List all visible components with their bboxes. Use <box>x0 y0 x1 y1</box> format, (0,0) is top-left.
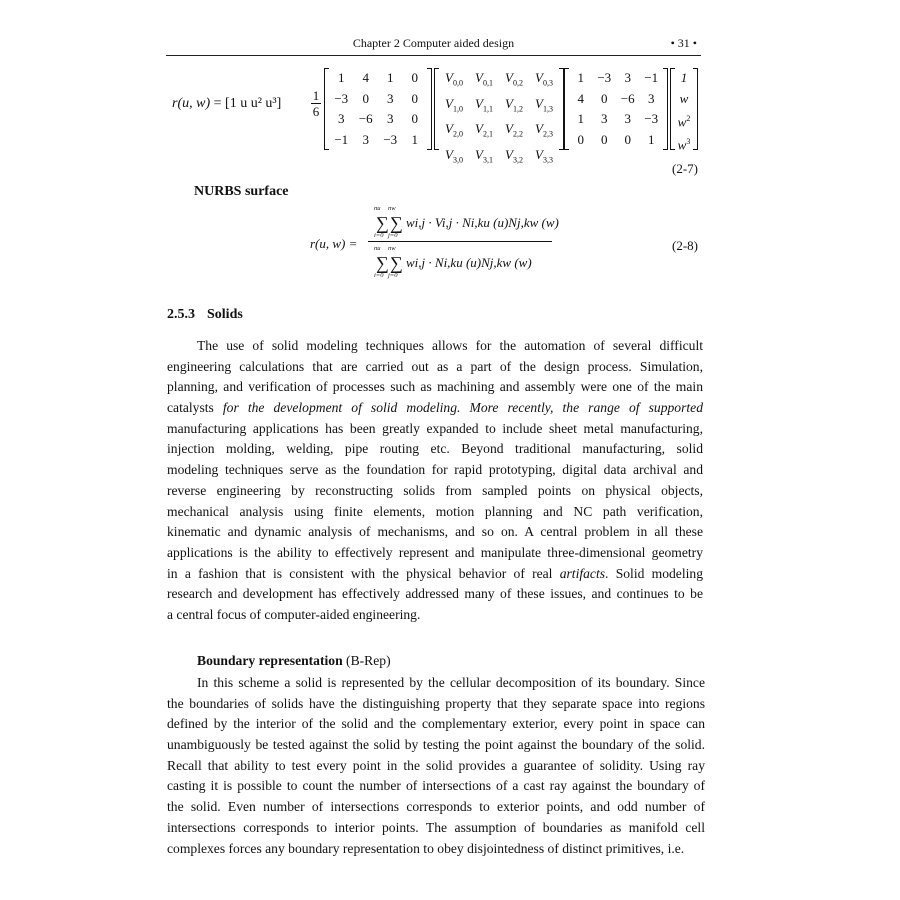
text-line: mechanical analysis using finite elements, motion planning and NC path verification, <box>167 503 703 519</box>
matrix-cell: 4 <box>362 70 369 86</box>
matrix-cell: 3 <box>624 111 631 127</box>
text-line: applications is the ability to effectively represent and manipulate three-dimensional geometry <box>167 544 703 560</box>
matrix-cell: $V_{3,2}$ <box>505 146 523 165</box>
chapter-title: Chapter 2 Computer aided design <box>352 36 515 50</box>
text-line: injection molding, welding, pipe routing etc. Beyond traditional manufacturing, solid <box>167 441 703 457</box>
running-header <box>166 33 701 56</box>
equation-2-8 <box>300 205 560 285</box>
nurbs-numerator <box>376 205 559 239</box>
matrix-cell: $V_{2,1}$ <box>475 121 493 139</box>
equation-2-7-lhs <box>172 96 281 112</box>
matrix-cell: 3 <box>362 131 369 147</box>
brep-title: Boundary representation <box>197 653 343 668</box>
denominator-term: wi,j · Ni,ku (u)Nj,kw (w) <box>406 255 532 270</box>
matrix-cell: 0 <box>411 70 418 86</box>
section-title: Solids <box>207 307 243 322</box>
brep-paragraph <box>167 673 705 859</box>
matrix-cell: 0 <box>601 131 608 147</box>
matrix-cell: $V_{2,3}$ <box>535 121 553 139</box>
text-line: Recall that ability to test every point in the solid provides a guarantee of solidity. Using ray <box>167 757 705 773</box>
text-line: a central focus of computer-aided engineering. <box>167 606 421 622</box>
text-line: modeling techniques serve as the foundation for rapid prototyping, digital data archival and <box>167 462 703 478</box>
text-line: planning, and verification of processes such as machining and assembly were one of the main <box>167 379 703 395</box>
matrix-cell: $w^2$ <box>677 114 691 130</box>
text-line: unambiguously be tested against the solid by testing the point against the boundary of the solid. <box>167 737 705 753</box>
matrix-cell: $V_{1,0}$ <box>445 95 463 114</box>
nurbs-denominator <box>376 245 532 279</box>
matrix-cell: 1 <box>648 131 655 147</box>
text-line: in a fashion that is consistent with the physical behavior of real artifacts. Solid modeling <box>167 565 703 581</box>
section-heading <box>167 307 243 323</box>
text-line: reverse engineering by reconstructing solids from sampled points on physical objects, <box>167 482 703 498</box>
sum-symbol-i: nu ∑ i=0 <box>374 205 389 239</box>
matrix-cell: $V_{2,2}$ <box>505 121 523 139</box>
matrix-cell: $V_{0,2}$ <box>505 70 523 88</box>
matrix-cell: 1 <box>411 131 418 147</box>
fraction-denominator: 6 <box>312 104 320 119</box>
equation-number-2-7: (2-7) <box>672 161 698 176</box>
matrix-cell: −1 <box>334 131 349 147</box>
matrix-cell: $V_{0,3}$ <box>535 70 553 88</box>
sum-symbol-i: nu ∑ i=0 <box>374 245 389 279</box>
fraction-bar <box>368 241 552 242</box>
matrix-cell: −3 <box>334 90 349 106</box>
matrix-cell: −3 <box>597 70 612 86</box>
matrix-cell: 0 <box>577 131 584 147</box>
one-sixth-fraction <box>311 88 321 119</box>
text-line: defined by the interior of the solid and the complementary exterior, every point in space can <box>167 716 705 732</box>
text-line: kinematic and dynamic analysis of mechanisms, and so on. A central problem in all these <box>167 524 703 540</box>
numerator-term: wi,j · Vi,j · Ni,ku (u)Nj,kw (w) <box>406 215 559 230</box>
section-number: 2.5.3 <box>167 307 195 322</box>
matrix-cell: $V_{1,3}$ <box>535 95 553 114</box>
text-line: manufacturing applications has been greatly expanded to include sheet metal manufacturing, <box>167 420 703 436</box>
matrix-cell: 0 <box>411 111 418 127</box>
matrix-cell: $V_{1,2}$ <box>505 95 523 114</box>
matrix-cell: $w^3$ <box>677 137 691 153</box>
basis-matrix-right <box>564 68 668 150</box>
matrix-cell: $V_{0,0}$ <box>445 70 463 88</box>
brep-heading <box>197 653 391 669</box>
matrix-cell: 0 <box>601 90 608 106</box>
matrix-cell: $V_{2,0}$ <box>445 121 463 139</box>
matrix-cell: 0 <box>624 131 631 147</box>
brep-abbrev: (B-Rep) <box>342 653 391 668</box>
text-line: In this scheme a solid is represented by the cellular decomposition of its boundary. Since <box>197 675 705 690</box>
w-power-vector <box>670 68 698 153</box>
matrix-cell: −3 <box>383 131 398 147</box>
matrix-cell: 1 <box>577 111 584 127</box>
matrix-cell: 3 <box>601 111 608 127</box>
text-line: The use of solid modeling techniques allows for the automation of several difficult <box>197 338 703 353</box>
matrix-cell: $V_{1,1}$ <box>475 95 493 114</box>
page-number: • 31 • <box>670 36 697 50</box>
control-point-matrix <box>434 68 564 165</box>
basis-matrix-left <box>324 68 432 150</box>
matrix-cell: 3 <box>624 70 631 86</box>
equation-2-7 <box>172 64 702 165</box>
matrix-cell: 3 <box>387 111 394 127</box>
matrix-cell: 1 <box>338 70 345 86</box>
matrix-cell: 1 <box>680 70 688 86</box>
matrix-cell: w <box>679 90 689 106</box>
matrix-cell: $V_{0,1}$ <box>475 70 493 88</box>
matrix-cell: $V_{3,1}$ <box>475 146 493 165</box>
matrix-cell: 0 <box>411 90 418 106</box>
lhs-equals: = <box>210 96 226 111</box>
matrix-cell: 1 <box>577 70 584 86</box>
fraction-numerator: 1 <box>312 88 320 103</box>
lhs-function: r(u, w) <box>172 96 211 111</box>
matrix-cell: −3 <box>644 111 659 127</box>
matrix-cell: 1 <box>387 70 394 86</box>
text-line: casting it is possible to count the number of intersections of a cast ray against the boundary of <box>167 778 705 794</box>
nurbs-heading: NURBS surface <box>194 184 289 199</box>
matrix-cell: 3 <box>387 90 394 106</box>
text-line: the boundaries of solids have the distinguishing property that they separate space into regions <box>167 695 705 711</box>
sum-symbol-j: nw ∑ j=0 <box>388 205 403 239</box>
matrix-cell: $V_{3,3}$ <box>535 146 553 165</box>
equation-number-2-8: (2-8) <box>672 238 698 253</box>
matrix-cell: 0 <box>362 90 369 106</box>
matrix-cell: −6 <box>358 111 373 127</box>
matrix-cell: −1 <box>644 70 659 86</box>
matrix-cell: $V_{3,0}$ <box>445 146 463 165</box>
solids-paragraph <box>167 336 703 626</box>
sum-symbol-j: nw ∑ j=0 <box>388 245 403 279</box>
text-line: catalysts for the development of solid modeling. More recently, the range of supported <box>167 400 703 416</box>
text-line: intersections corresponds to interior points. The assumption of boundaries as manifold cell <box>167 819 705 835</box>
matrix-cell: −6 <box>620 90 635 106</box>
matrix-cell: 3 <box>648 90 655 106</box>
text-line: complexes forces any boundary representation to obey disjointedness of distinct primitives, i.e. <box>167 840 685 856</box>
text-line: the solid. Even number of intersections corresponds to exterior points, and odd number of <box>167 799 705 815</box>
nurbs-lhs: r(u, w) = <box>310 236 358 251</box>
matrix-cell: 3 <box>338 111 345 127</box>
matrix-cell: 4 <box>577 90 584 106</box>
row-vector: [1 u u² u³] <box>225 96 282 111</box>
text-line: engineering calculations that are carried out as a part of the design process. Simulation, <box>167 358 703 374</box>
text-line: research and development has effectively addressed many of these issues, and continues to be <box>167 586 703 602</box>
